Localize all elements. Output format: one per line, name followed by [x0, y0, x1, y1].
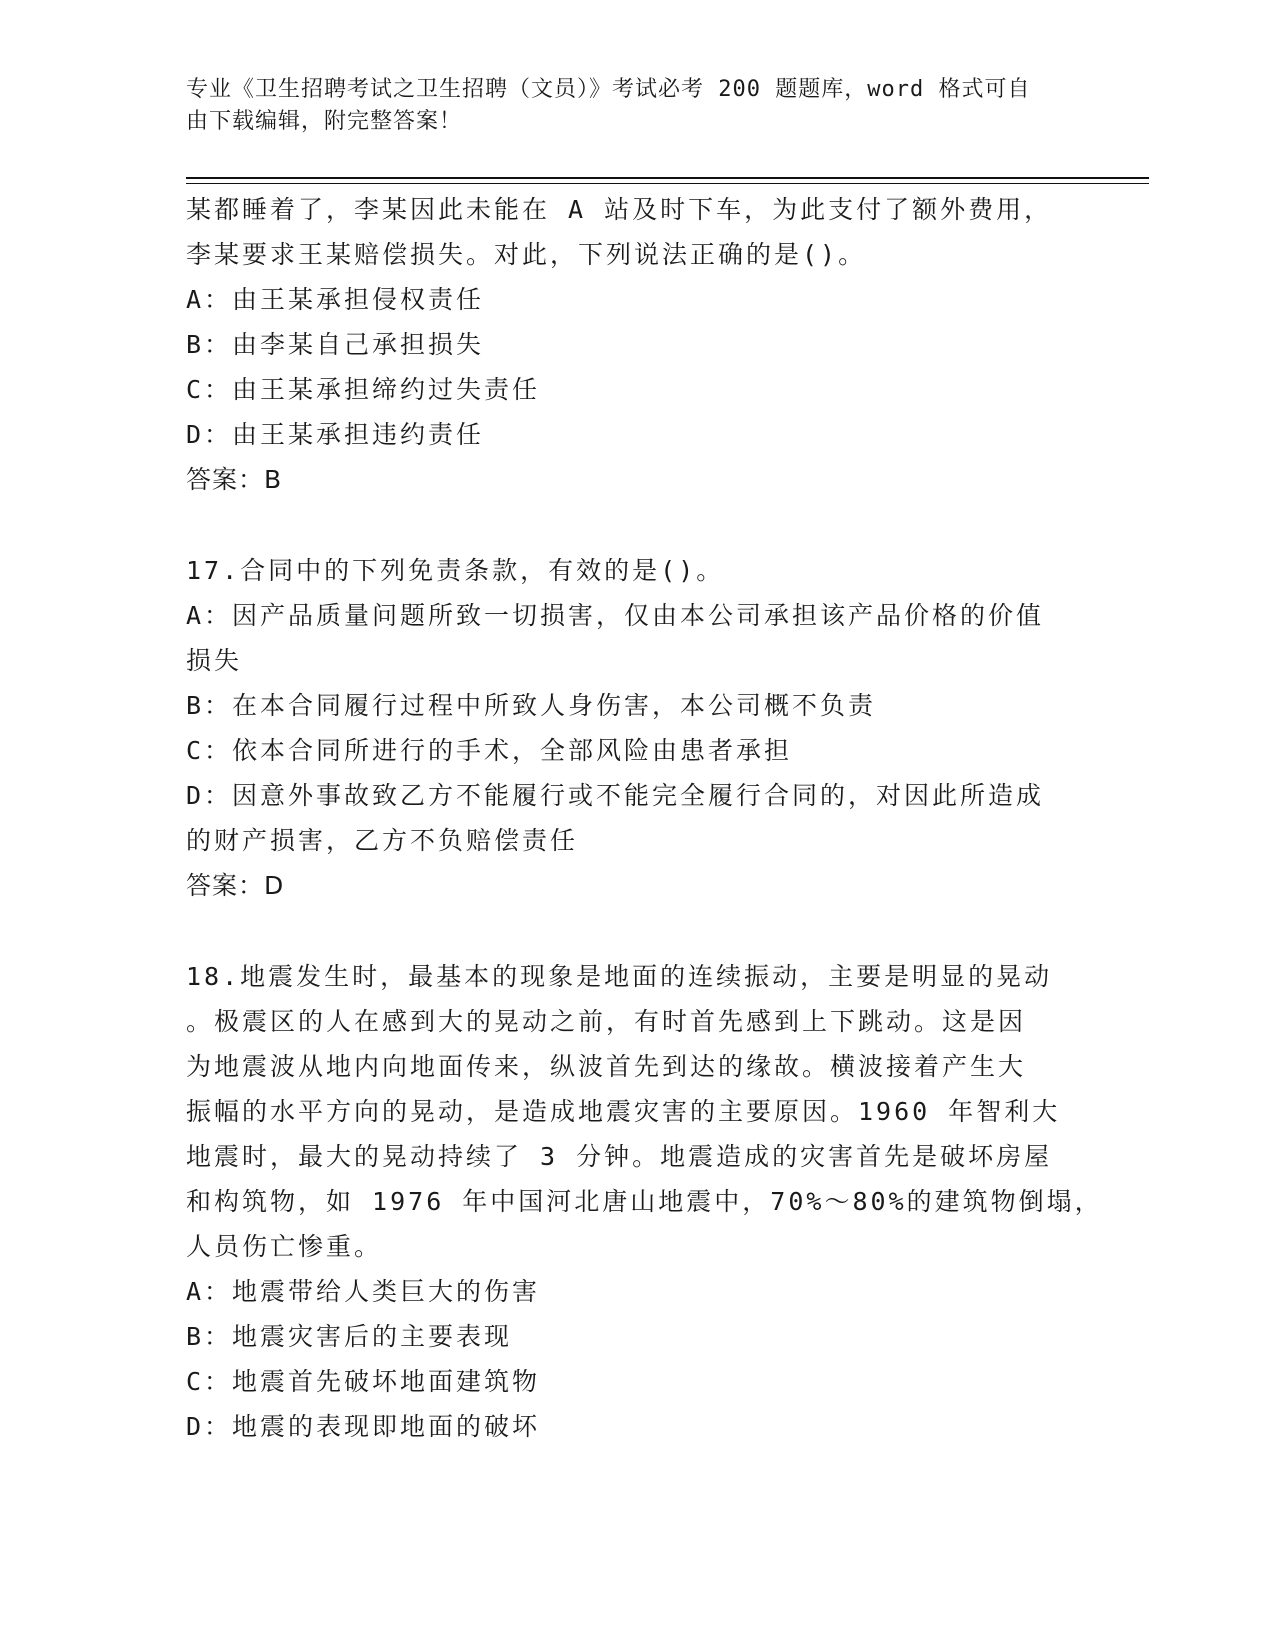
option-c: C：由王某承担缔约过失责任	[186, 375, 541, 404]
question-stem-line: 和构筑物，如 1976 年中国河北唐山地震中，70%～80%的建筑物倒塌，	[186, 1187, 1103, 1216]
option-b: B：在本合同履行过程中所致人身伤害，本公司概不负责	[186, 691, 877, 720]
document-body	[186, 187, 1103, 1449]
header-divider-thin	[186, 183, 1149, 184]
answer-line: 答案：D	[186, 871, 285, 900]
option-a-continued: 损失	[186, 646, 243, 675]
question-17	[186, 548, 1066, 908]
question-stem-line: 李某要求王某赔偿损失。对此，下列说法正确的是()。	[186, 240, 867, 269]
question-stem-line: 地震时，最大的晃动持续了 3 分钟。地震造成的灾害首先是破坏房屋	[186, 1142, 1053, 1171]
question-stem-line: 。极震区的人在感到大的晃动之前，有时首先感到上下跳动。这是因	[186, 1007, 1027, 1036]
option-a: A：由王某承担侵权责任	[186, 285, 485, 314]
option-d: D：地震的表现即地面的破坏	[186, 1412, 541, 1441]
header-line-1: 专业《卫生招聘考试之卫生招聘（文员）》考试必考 200 题题库，word 格式可自	[186, 77, 1031, 102]
option-b: B：由李某自己承担损失	[186, 330, 485, 359]
option-b: B：地震灾害后的主要表现	[186, 1322, 513, 1351]
answer-line: 答案：B	[186, 465, 283, 494]
question-stem-line: 18.地震发生时，最基本的现象是地面的连续振动，主要是明显的晃动	[186, 962, 1053, 991]
header-line-2: 由下载编辑，附完整答案！	[186, 109, 463, 134]
option-d: D：由王某承担违约责任	[186, 420, 485, 449]
spacer	[186, 908, 1066, 954]
option-c: C：地震首先破坏地面建筑物	[186, 1367, 541, 1396]
option-a: A：因产品质量问题所致一切损害，仅由本公司承担该产品价格的价值	[186, 601, 1045, 630]
option-d-continued: 的财产损害，乙方不负赔偿责任	[186, 826, 579, 855]
option-d: D：因意外事故致乙方不能履行或不能完全履行合同的，对因此所造成	[186, 781, 1045, 810]
question-18	[186, 954, 1103, 1449]
document-header	[186, 74, 1066, 138]
question-stem-line: 振幅的水平方向的晃动，是造成地震灾害的主要原因。1960 年智利大	[186, 1097, 1061, 1126]
question-stem-line: 某都睡着了，李某因此未能在 A 站及时下车，为此支付了额外费用，	[186, 195, 1053, 224]
question-16	[186, 187, 1066, 502]
option-a: A：地震带给人类巨大的伤害	[186, 1277, 541, 1306]
header-divider-thick	[186, 177, 1149, 179]
question-stem-line: 为地震波从地内向地面传来，纵波首先到达的缘故。横波接着产生大	[186, 1052, 1027, 1081]
question-stem-line: 17.合同中的下列免责条款，有效的是()。	[186, 556, 725, 585]
spacer	[186, 502, 1066, 548]
question-stem-line: 人员伤亡惨重。	[186, 1232, 383, 1261]
option-c: C：依本合同所进行的手术，全部风险由患者承担	[186, 736, 793, 765]
